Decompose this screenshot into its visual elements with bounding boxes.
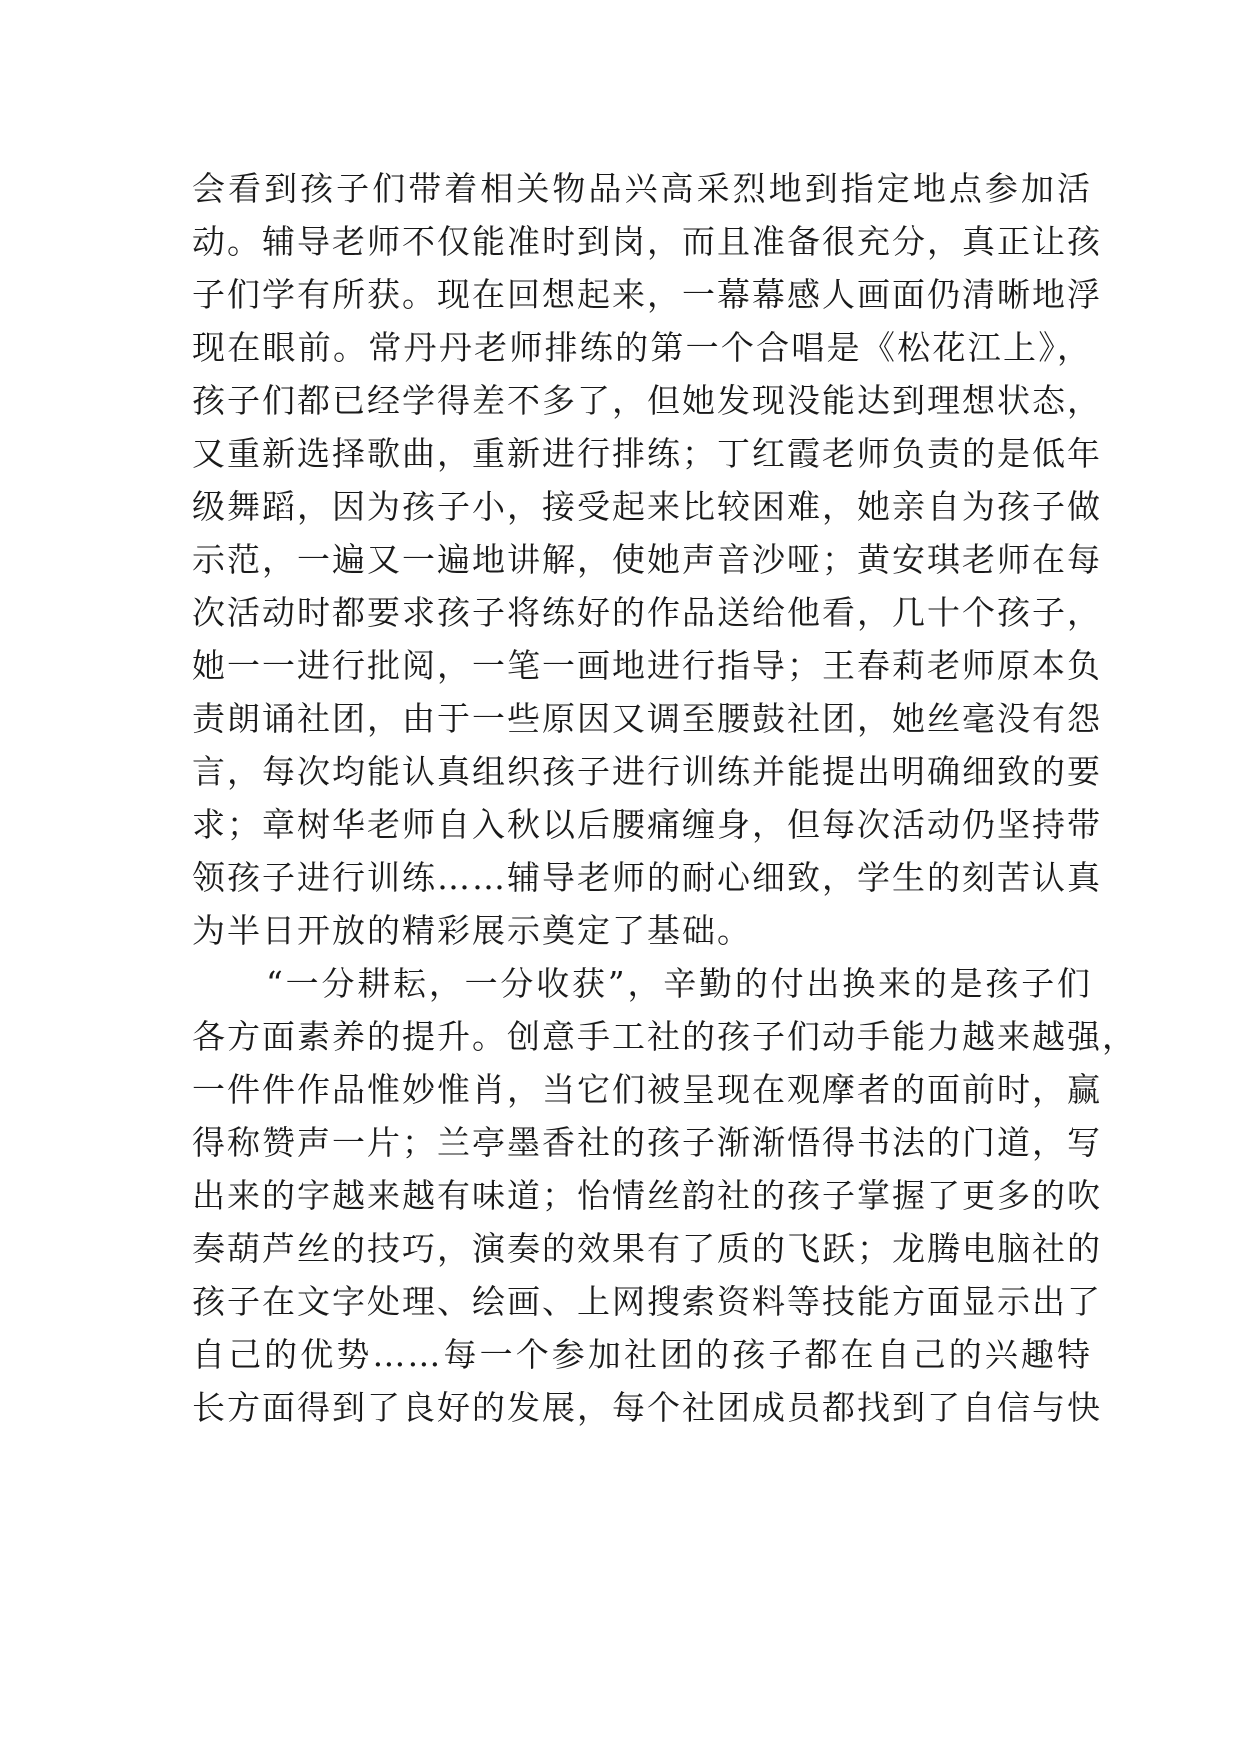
text-line: 孩子在文字处理、绘画、上网搜索资料等技能方面显示出了: [192, 1282, 1102, 1321]
text-line: 子们学有所获。现在回想起来，一幕幕感人画面仍清晰地浮: [192, 275, 1102, 314]
text-line: 示范，一遍又一遍地讲解，使她声音沙哑；黄安琪老师在每: [192, 540, 1102, 579]
text-line: “一分耕耘，一分收获”，辛勤的付出换来的是孩子们: [266, 964, 1092, 1003]
text-line: 一件件作品惟妙惟肖，当它们被呈现在观摩者的面前时，赢: [192, 1070, 1102, 1109]
text-line: 领孩子进行训练……辅导老师的耐心细致，学生的刻苦认真: [192, 858, 1102, 897]
text-line: 会看到孩子们带着相关物品兴高采烈地到指定地点参加活: [192, 169, 1092, 208]
text-line: 奏葫芦丝的技巧，演奏的效果有了质的飞跃；龙腾电脑社的: [192, 1229, 1102, 1268]
text-line: 言，每次均能认真组织孩子进行训练并能提出明确细致的要: [192, 752, 1102, 791]
text-line: 级舞蹈，因为孩子小，接受起来比较困难，她亲自为孩子做: [192, 487, 1102, 526]
text-line: 长方面得到了良好的发展，每个社团成员都找到了自信与快: [192, 1388, 1102, 1427]
text-line: 动。辅导老师不仅能准时到岗，而且准备很充分，真正让孩: [192, 222, 1102, 261]
text-line: 为半日开放的精彩展示奠定了基础。: [192, 911, 752, 950]
text-line: 她一一进行批阅，一笔一画地进行指导；王春莉老师原本负: [192, 646, 1102, 685]
document-body: [192, 162, 1137, 1434]
text-line: 责朗诵社团，由于一些原因又调至腰鼓社团，她丝毫没有怨: [192, 699, 1102, 738]
text-line: 孩子们都已经学得差不多了，但她发现没能达到理想状态，: [192, 381, 1102, 420]
text-line: 出来的字越来越有味道；怡情丝韵社的孩子掌握了更多的吹: [192, 1176, 1102, 1215]
text-line: 自己的优势……每一个参加社团的孩子都在自己的兴趣特: [192, 1335, 1092, 1374]
paragraph: [192, 957, 1137, 1434]
text-line: 各方面素养的提升。创意手工社的孩子们动手能力越来越强，: [192, 1017, 1137, 1056]
text-line: 现在眼前。常丹丹老师排练的第一个合唱是《松花江上》，: [192, 328, 1092, 367]
text-line: 求；章树华老师自入秋以后腰痛缠身，但每次活动仍坚持带: [192, 805, 1102, 844]
paragraph: [192, 162, 1102, 957]
text-line: 次活动时都要求孩子将练好的作品送给他看，几十个孩子，: [192, 593, 1102, 632]
text-line: 又重新选择歌曲，重新进行排练；丁红霞老师负责的是低年: [192, 434, 1102, 473]
text-line: 得称赞声一片；兰亭墨香社的孩子渐渐悟得书法的门道，写: [192, 1123, 1102, 1162]
